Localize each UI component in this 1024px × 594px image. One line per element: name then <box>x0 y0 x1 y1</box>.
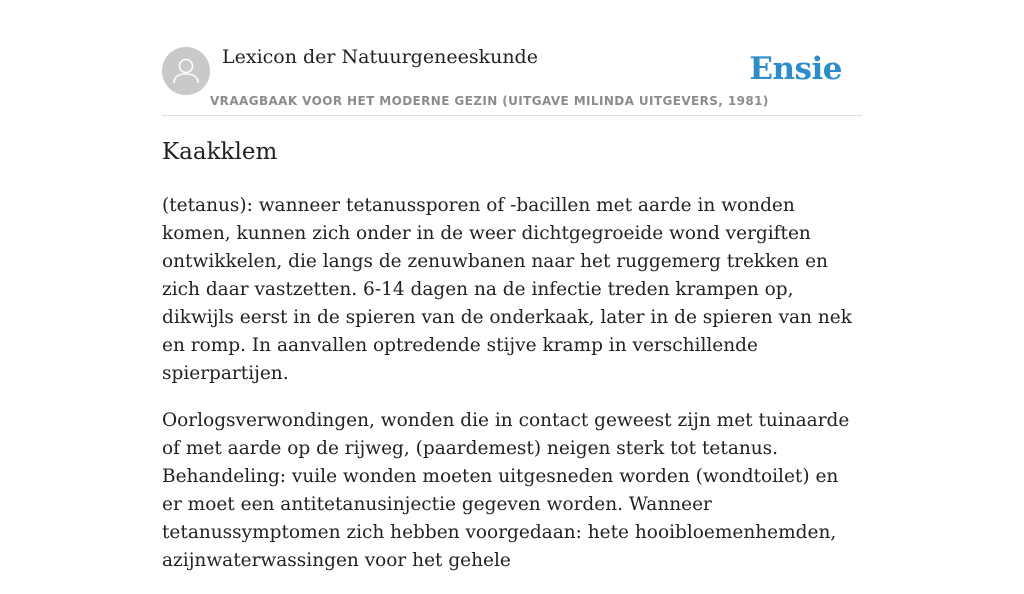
source-header <box>162 46 862 116</box>
user-silhouette-icon <box>162 47 210 95</box>
brand-logo-link[interactable]: Ensie <box>749 51 842 87</box>
entry-body <box>162 192 862 594</box>
avatar[interactable] <box>162 47 210 95</box>
source-title[interactable]: Lexicon der Natuurgeneeskunde <box>222 46 538 68</box>
entry-title: Kaakklem <box>162 139 278 165</box>
source-subtitle: VRAAGBAAK VOOR HET MODERNE GEZIN (UITGAVE MILINDA UITGEVERS, 1981) <box>210 94 769 108</box>
entry-paragraph: Oorlogsverwondingen, wonden die in contact geweest zijn met tuinaarde of met aarde op de rijweg, (paardemest) neigen sterk tot tetanus. Behandeling: vuile wonden moeten uitgesneden worden (wondtoilet) en er moet een antitetanusinjectie gegeven worden. Wanneer tetanussymptomen zich hebben voorgedaan: hete hooibloemenhemden, azijnwaterwassingen voor het gehele <box>162 410 850 571</box>
entry-paragraph: (tetanus): wanneer tetanussporen of -bacillen met aarde in wonden komen, kunnen zich onder in de weer dichtgegroeide wond vergiften ontwikkelen, die langs de zenuwbanen naar het ruggemerg trekken en zich daar vastzetten. 6-14 dagen na de infectie treden krampen op, dikwijls eerst in de spieren van de onderkaak, later in de spieren van nek en romp. In aanvallen optredende stijve kramp in verschillende spierpartijen. <box>162 195 852 384</box>
